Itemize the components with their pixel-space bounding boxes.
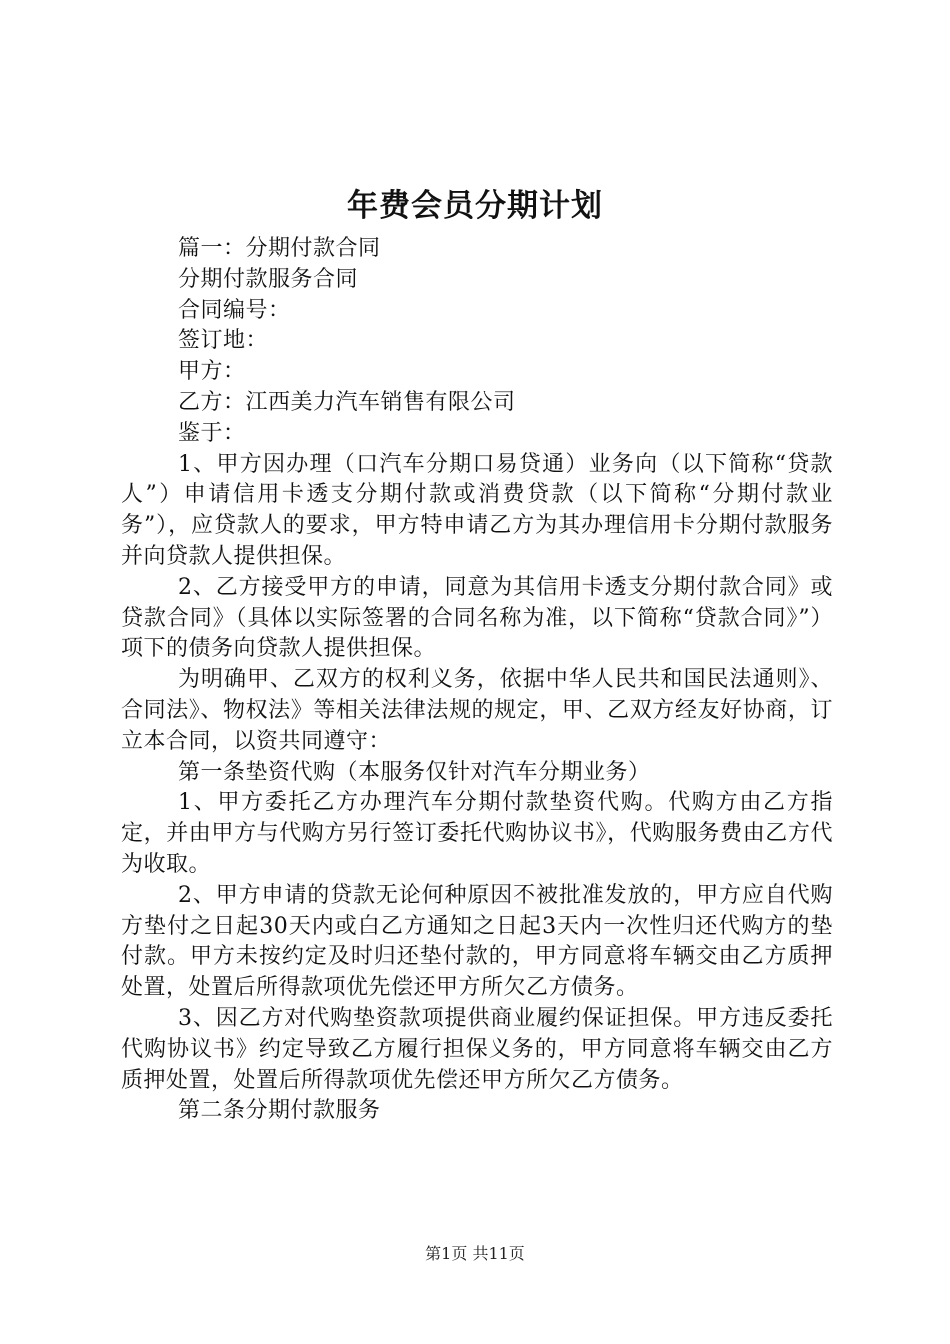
page-footer: 第1页 共11页 — [425, 1244, 525, 1263]
paragraph: 1、甲方委托乙方办理汽车分期付款垫资代购。代购方由乙方指定，并由甲方与代购方另行签订委托代购协议书》，代购服务费由乙方代为收取。 — [121, 790, 833, 877]
document-title: 年费会员分期计划 — [347, 188, 603, 224]
paragraph: 3、因乙方对代购垫资款项提供商业履约保证担保。甲方违反委托代购协议书》约定导致乙方履行担保义务的，甲方同意将车辆交由乙方质押处置，处置后所得款项优先偿还甲方所欠乙方债务。 — [121, 1005, 833, 1093]
paragraph: 2、甲方申请的贷款无论何种原因不被批准发放的，甲方应自代购方垫付之日起30天内或白乙方通知之日起3天内一次性归还代购方的垫付款。甲方未按约定及时归还垫付款的，甲方同意将车辆交由乙方质押处置，处置后所得款项优先偿还甲方所欠乙方债务。 — [121, 882, 833, 1001]
paragraph: 鉴于： — [178, 420, 246, 446]
paragraph: 2、乙方接受甲方的申请，同意为其信用卡透支分期付款合同》或贷款合同》（具体以实际签署的合同名称为准，以下简称“贷款合同》”）项下的债务向贷款人提供担保。 — [121, 574, 833, 662]
paragraph: 合同编号： — [178, 297, 291, 323]
document-body — [121, 234, 833, 1127]
paragraph: 1、甲方因办理（口汽车分期口易贷通）业务向（以下简称“贷款人”）申请信用卡透支分期付款或消费贷款（以下简称“分期付款业务”），应贷款人的要求，甲方特申请乙方为其办理信用卡分期付款服务并向贷款人提供担保。 — [121, 451, 833, 569]
paragraph: 为明确甲、乙双方的权利义务，依据中华人民共和国民法通则》、合同法》、物权法》等相关法律法规的规定，甲、乙双方经友好协商，订立本合同，以资共同遵守： — [121, 667, 833, 754]
paragraph: 篇一：分期付款合同 — [178, 236, 381, 261]
paragraph: 第二条分期付款服务 — [178, 1098, 381, 1124]
paragraph: 签订地： — [178, 328, 269, 354]
paragraph: 分期付款服务合同 — [178, 266, 359, 292]
paragraph: 乙方：江西美力汽车销售有限公司 — [178, 389, 516, 415]
paragraph: 第一条垫资代购（本服务仅针对汽车分期业务） — [178, 759, 651, 785]
paragraph: 甲方： — [178, 359, 246, 385]
